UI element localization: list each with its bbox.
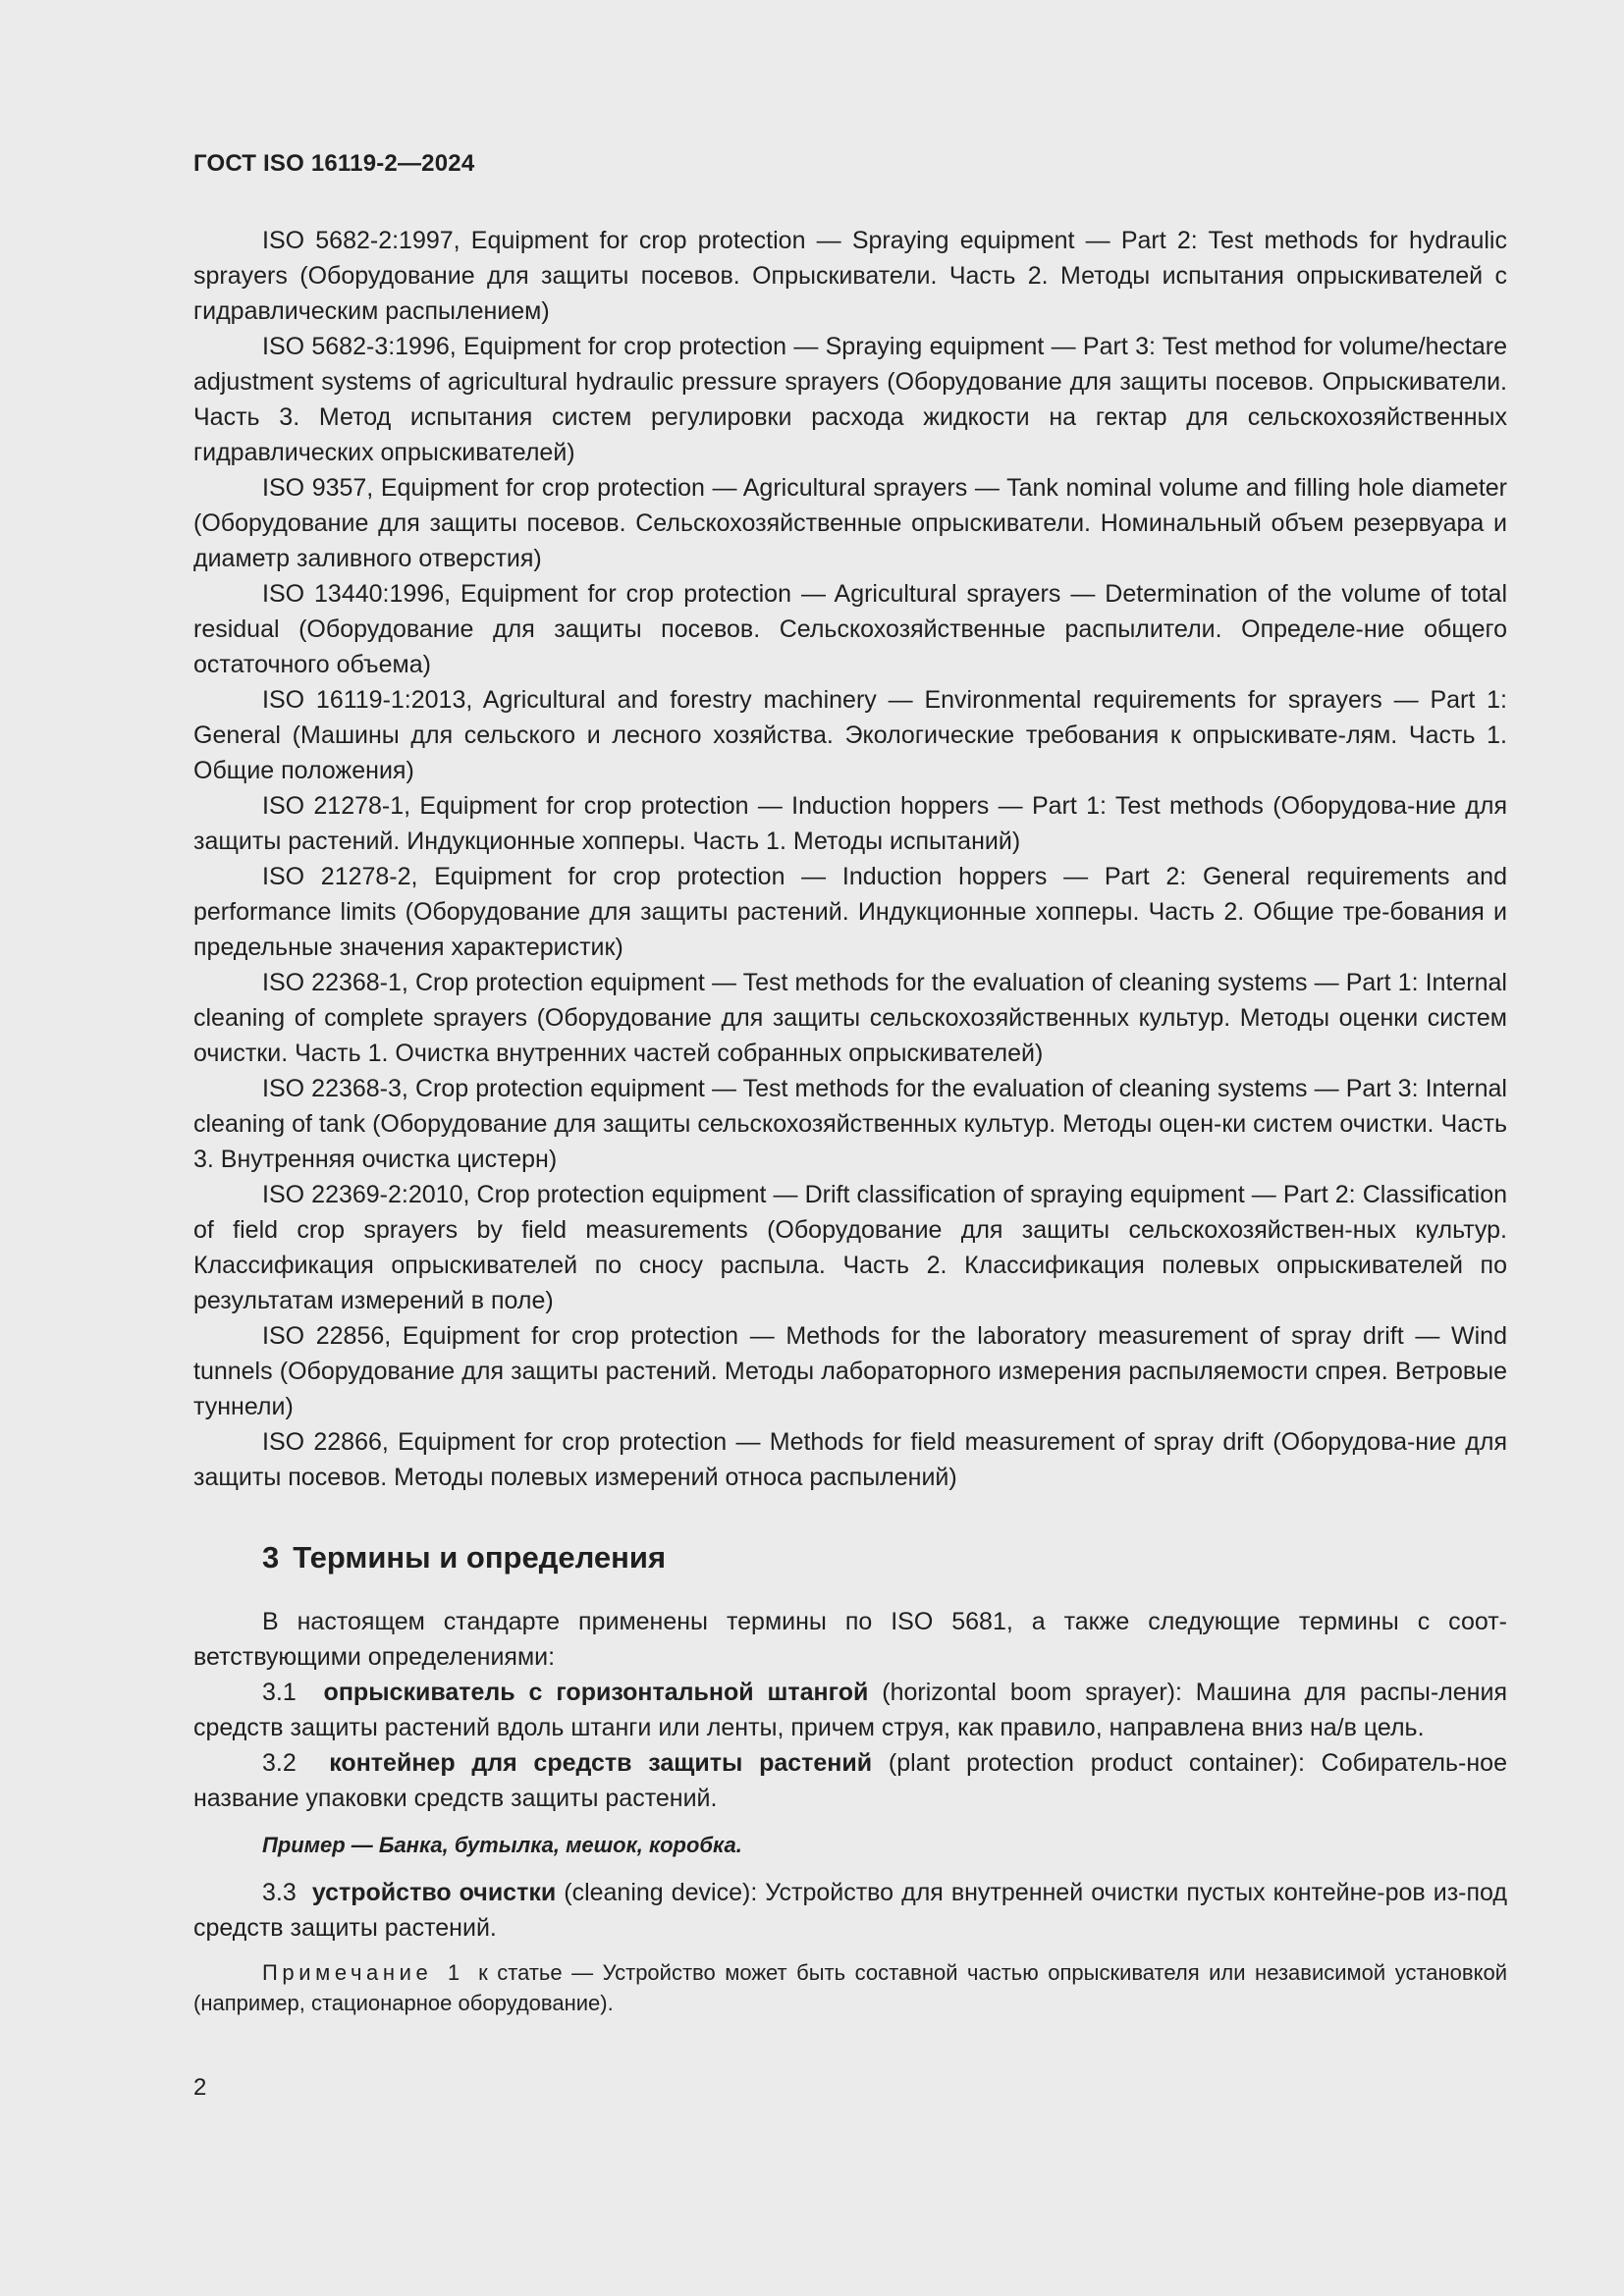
reference-item: ISO 22368-1, Crop protection equipment — Test methods for the evaluation of cleaning systems — Part 1: Internal cleaning of complete sprayers (Оборудование для защиты сельскохозяйственных культур. Методы оценки систем очистки. Часть 1. Очистка внутренних частей собранных опрыскивателей) [193,969,1507,1067]
term-name: контейнер для средств защиты растений [329,1749,873,1777]
section-intro: В настоящем стандарте применены термины по ISO 5681, а также следующие термины с соот-ветствующими определениями: [193,1608,1507,1671]
reference-item: ISO 22369-2:2010, Crop protection equipment — Drift classification of spraying equipment — Part 2: Classification of field crop sprayers by field measurements (Оборудование для защиты сельскохозяйствен-ных культур. Классификация опрыскивателей по сносу распыла. Часть 2. Классификация полевых опрыскивателей по результатам измерений в поле) [193,1181,1507,1314]
term-number: 3.2 [262,1749,297,1777]
page-number: 2 [193,2074,207,2101]
reference-item: ISO 22856, Equipment for crop protection — Methods for the laboratory measurement of spray drift — Wind tunnels (Оборудование для защиты растений. Методы лабораторного измерения распыляемости спрея. Ветровые туннели) [193,1322,1507,1420]
note-number: 1 [447,1960,460,1985]
section-number: 3 [262,1540,280,1575]
section-heading [262,1537,1507,1578]
reference-item: ISO 22866, Equipment for crop protection — Methods for field measurement of spray drift (Оборудова-ние для защиты посевов. Методы полевых измерений относа распылений) [193,1428,1507,1491]
document-body [193,223,1507,2018]
term-definition-3-2 [193,1745,1507,1816]
document-header: ГОСТ ISO 16119-2—2024 [193,150,475,177]
reference-item: ISO 21278-2, Equipment for crop protection — Induction hoppers — Part 2: General requirements and performance limits (Оборудование для защиты растений. Индукционные хопперы. Часть 2. Общие тре-бования и предельные значения характеристик) [193,863,1507,961]
term-name: опрыскиватель с горизонтальной штангой [323,1679,869,1706]
section-title-text: Термины и определения [293,1540,667,1575]
note-text: к статье — Устройство может быть составной частью опрыскивателя или независимой установкой (например, стационарное оборудование). [193,1960,1507,2015]
reference-item: ISO 16119-1:2013, Agricultural and forestry machinery — Environmental requirements for sprayers — Part 1: General (Машины для сельского и лесного хозяйства. Экологические требования к опрыскивате-лям. Часть 1. Общие положения) [193,686,1507,784]
term-definition-text: (plant protection product container): Собиратель-ное название упаковки средств защиты растений. [193,1749,1507,1812]
term-definition-3-3 [193,1875,1507,1946]
term-name: устройство очистки [311,1879,557,1906]
note [193,1957,1507,2018]
reference-item: ISO 21278-1, Equipment for crop protection — Induction hoppers — Part 1: Test methods (Оборудова-ние для защиты растений. Индукционные хопперы. Часть 1. Методы испытаний) [193,792,1507,855]
reference-item: ISO 9357, Equipment for crop protection — Agricultural sprayers — Tank nominal volume and filling hole diameter (Оборудование для защиты посевов. Сельскохозяйственные опрыскиватели. Номинальный объем резервуара и диаметр заливного отверстия) [193,474,1507,572]
reference-item: ISO 22368-3, Crop protection equipment — Test methods for the evaluation of cleaning systems — Part 3: Internal cleaning of tank (Оборудование для защиты сельскохозяйственных культур. Методы оцен-ки систем очистки. Часть 3. Внутренняя очистка цистерн) [193,1075,1507,1173]
reference-item: ISO 5682-2:1997, Equipment for crop protection — Spraying equipment — Part 2: Test methods for hydraulic sprayers (Оборудование для защиты посевов. Опрыскиватели. Часть 2. Методы испытания опрыскивателей с гидравлическим распылением) [193,227,1507,325]
reference-item: ISO 13440:1996, Equipment for crop protection — Agricultural sprayers — Determination of the volume of total residual (Оборудование для защиты посевов. Сельскохозяйственные распылители. Определе-ние общего остаточного объема) [193,580,1507,678]
term-definition-text: (horizontal boom sprayer): Машина для распы-ления средств защиты растений вдоль штанги или ленты, причем струя, как правило, направлена вниз на/в цель. [193,1679,1507,1741]
term-number: 3.1 [262,1679,297,1706]
term-number: 3.3 [262,1879,297,1906]
reference-item: ISO 5682-3:1996, Equipment for crop protection — Spraying equipment — Part 3: Test method for volume/hectare adjustment systems of agricultural hydraulic pressure sprayers (Оборудование для защиты посевов. Опрыскиватели. Часть 3. Метод испытания систем регулировки расхода жидкости на гектар для сельскохозяйственных гидравлических опрыскивателей) [193,333,1507,466]
note-label: Примечание [262,1960,433,1985]
term-definition-3-1 [193,1675,1507,1745]
term-definition-text: (cleaning device): Устройство для внутренней очистки пустых контейне-ров из-под средств защиты растений. [193,1879,1507,1942]
example-text: Пример — Банка, бутылка, мешок, коробка. [262,1833,742,1857]
